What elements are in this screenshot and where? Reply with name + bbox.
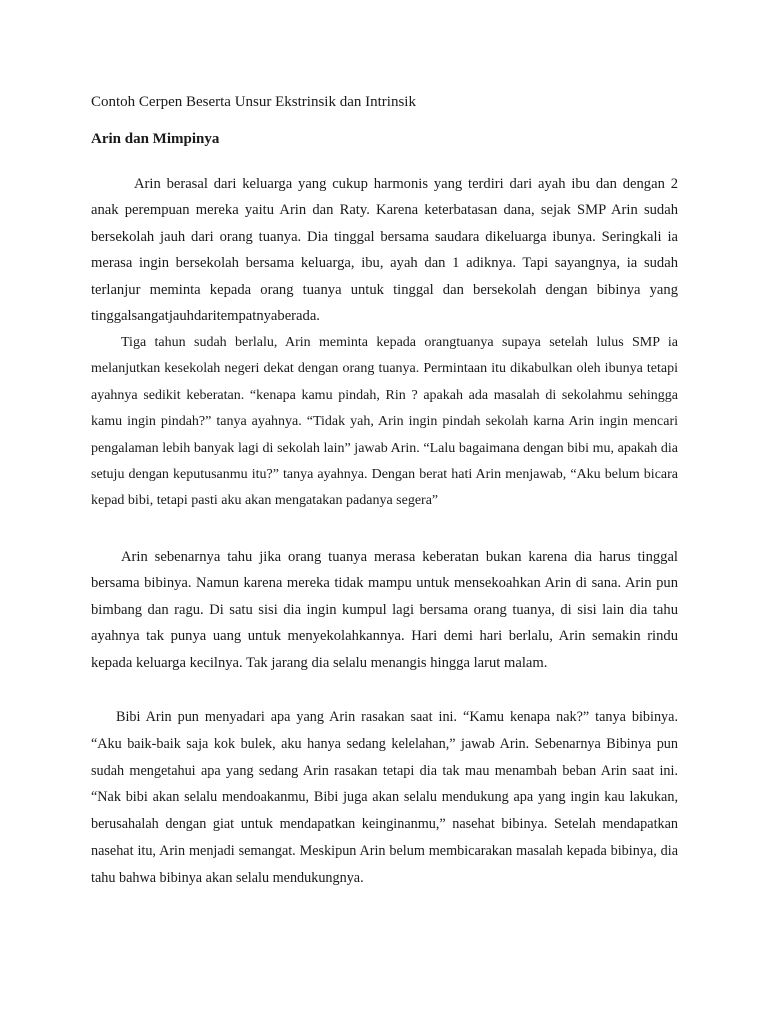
document-heading: Contoh Cerpen Beserta Unsur Ekstrinsik dan Intrinsik	[91, 94, 416, 110]
paragraph-2: Tiga tahun sudah berlalu, Arin meminta kepada orangtuanya supaya setelah lulus SMP ia melanjutkan kesekolah negeri dekat dengan orang tuanya. Permintaan itu dikabulkan oleh ibunya tetapi ayahnya sedikit keberatan. “kenapa kamu pindah, Rin ? apakah ada masalah di sekolahmu sehingga kamu ingin pindah?” tanya ayahnya. “Tidak yah, Arin ingin pindah sekolah karna Arin ingin mencari pengalaman lebih banyak lagi di sekolah lain” jawab Arin. “Lalu bagaimana dengan bibi mu, apakah dia setuju dengan keputusanmu itu?” tanya ayahnya. Dengan berat hati Arin menjawab, “Aku belum bicara kepad bibi, tetapi pasti aku akan mengatakan padanya segera”	[91, 335, 678, 509]
paragraph-3: Arin sebenarnya tahu jika orang tuanya merasa keberatan bukan karena dia harus tinggal bersama bibinya. Namun karena mereka tidak mampu untuk mensekoahkan Arin di sana. Arin pun bimbang dan ragu. Di satu sisi dia ingin kumpul lagi bersama orang tuanya, di sisi lain dia tahu ayahnya tak punya uang untuk menyekolahkannya. Hari demi hari berlalu, Arin semakin rindu kepada keluarga kecilnya. Tak jarang dia selalu menangis hingga larut malam.	[91, 549, 678, 671]
paragraph-4: Bibi Arin pun menyadari apa yang Arin rasakan saat ini. “Kamu kenapa nak?” tanya bibinya. “Aku baik-baik saja kok bulek, aku hanya sedang kelelahan,” jawab Arin. Sebenarnya Bibinya pun sudah mengetahui apa yang sedang Arin rasakan tetapi dia tak mau menambah beban Arin saat ini. “Nak bibi akan selalu mendoakanmu, Bibi juga akan selalu mendukung apa yang ingin kau lakukan, berusahalah dengan giat untuk mendapatkan keinginanmu,” nasehat bibinya. Setelah mendapatkan nasehat itu, Arin menjadi semangat. Meskipun Arin belum membicarakan masalah kepada bibinya, dia tahu bahwa bibinya akan selalu mendukungnya.	[91, 709, 678, 886]
story-title: Arin dan Mimpinya	[91, 131, 220, 147]
paragraph-1: Arin berasal dari keluarga yang cukup harmonis yang terdiri dari ayah ibu dan dengan 2 anak perempuan mereka yaitu Arin dan Raty. Karena keterbatasan dana, sejak SMP Arin sudah bersekolah jauh dari orang tuanya. Dia tinggal bersama saudara dikeluarga ibunya. Seringkali ia merasa ingin bersekolah bersama keluarga, ibu, ayah dan 1 adiknya. Tapi sayangnya, ia sudah terlanjur meminta kepada orang tuanya untuk tinggal dan bersekolah dengan bibinya yang tinggalsangatjauhdaritempatnyaberada.	[91, 176, 678, 325]
